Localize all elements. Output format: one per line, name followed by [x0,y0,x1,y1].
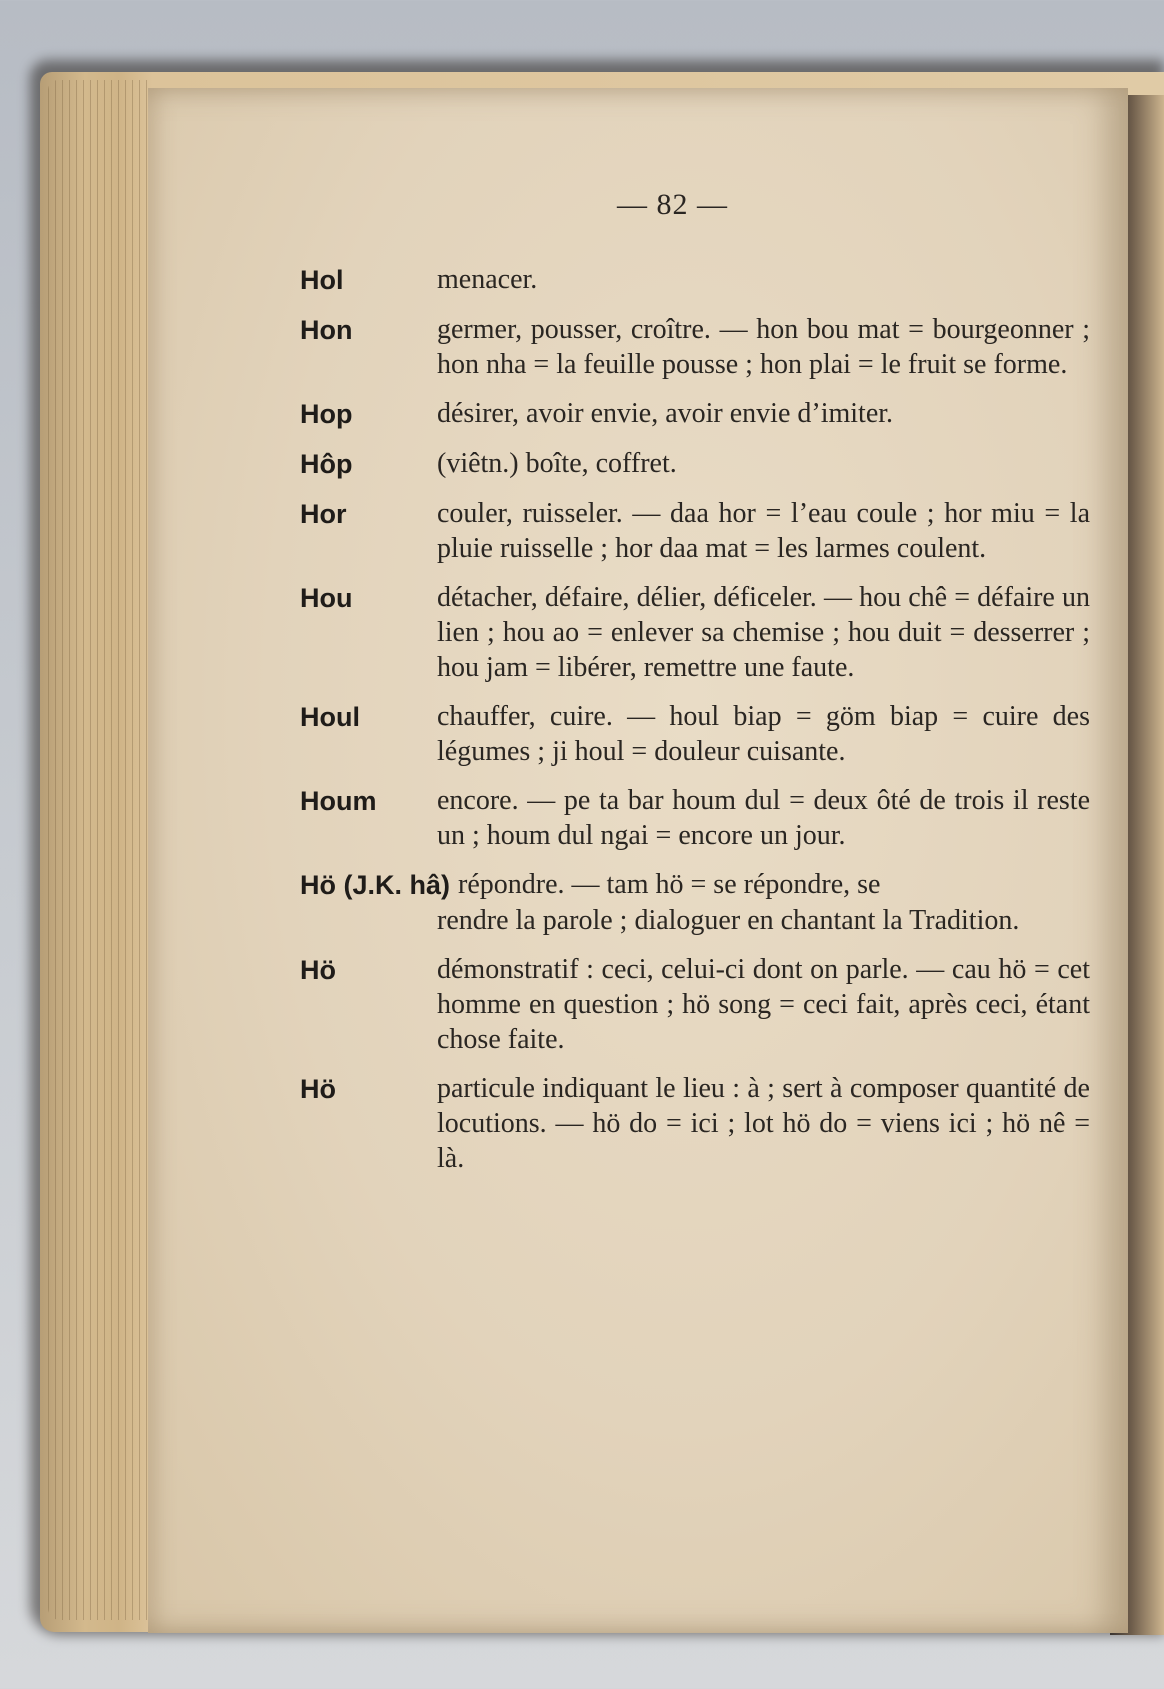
entry-headword: Hol [300,265,344,295]
entry-definition: particule indiquant le lieu : à ; sert à composer quantité de locutions. — hö do = ici ; lot hö do = viens ici ; hö nê = là. [437,1073,1090,1174]
entry-definition: désirer, avoir envie, avoir envie d’imiter. [437,398,894,429]
entry-definition: (viêtn.) boîte, coffret. [437,448,677,479]
dictionary-entry [300,699,1090,769]
dictionary-entries [300,262,1090,1190]
dictionary-entry [300,312,1090,382]
entry-headword: Hö (J.K. hâ) [300,870,451,900]
entry-definition: couler, ruisseler. — daa hor = l’eau coule ; hor miu = la pluie ruisselle ; hor daa mat = les larmes coulent. [437,498,1090,564]
entry-definition: germer, pousser, croître. — hon bou mat = bourgeonner ; hon nha = la feuille pousse ; hon plai = le fruit se forme. [437,314,1090,380]
dictionary-entry [300,952,1090,1057]
dictionary-entry [300,496,1090,566]
entry-headword: Hon [300,315,353,345]
entry-headword: Houm [300,786,377,816]
entry-definition: menacer. [437,264,538,295]
dictionary-entry [300,783,1090,853]
entry-definition: démonstratif : ceci, celui-ci dont on parle. — cau hö = cet homme en question ; hö song = ceci fait, après ceci, étant chose faite. [437,954,1090,1055]
entry-headword: Hou [300,583,353,613]
entry-headword: Hö [300,955,336,985]
page-number: — 82 — [617,188,728,221]
dictionary-entry [300,446,1090,482]
dictionary-entry [300,262,1090,298]
entry-definition: chauffer, cuire. — houl biap = göm biap = cuire des légumes ; ji houl = douleur cuisante. [437,701,1090,767]
entry-headword: Houl [300,702,360,732]
dictionary-entry [300,867,1090,938]
entry-headword: Hôp [300,449,353,479]
entry-definition: répondre. — tam hö = se répondre, se [458,869,881,900]
entry-definition: détacher, défaire, délier, déficeler. — hou chê = défaire un lien ; hou ao = enlever sa chemise ; hou duit = desserrer ; hou jam = libérer, remettre une faute. [437,582,1090,683]
entry-headword: Hop [300,399,353,429]
dictionary-entry [300,396,1090,432]
entry-definition: encore. — pe ta bar houm dul = deux ôté de trois il reste un ; houm dul ngai = encore un jour. [437,785,1090,851]
entry-headword: Hö [300,1074,336,1104]
dictionary-entry [300,1071,1090,1176]
dictionary-entry [300,580,1090,685]
entry-headword: Hor [300,499,347,529]
page-edges [48,80,148,1620]
entry-first-line [300,867,1090,903]
entry-definition-continued: rendre la parole ; dialoguer en chantant la Tradition. [437,905,1020,936]
